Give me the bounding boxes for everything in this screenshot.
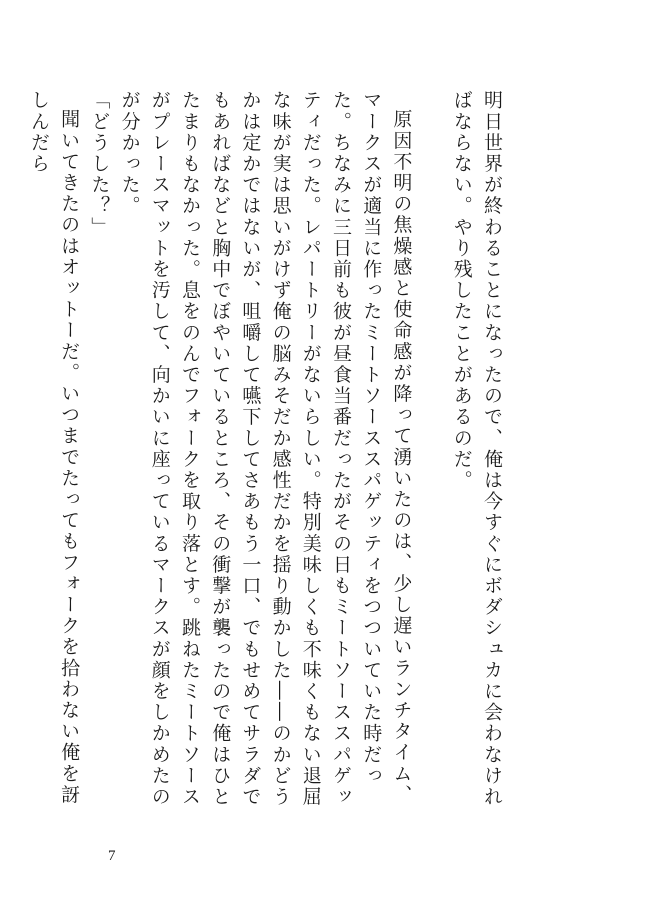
page-number: 7	[108, 848, 116, 864]
paragraph-1: 明日世界が終わることになったので、俺は今すぐにボダシュカに会わなければならない。やり残したことがあるのだ。	[450, 90, 503, 808]
paragraph-2: 原因不明の焦燥感と使命感が降って湧いたのは、少し遅いランチタイム、マークスが適当に作ったミートソーススパゲッティをつついていた時だった。ちなみに三日前も彼が昼食当番だったがその日もミートソーススパゲッティだった。レパートリーがないらしい。特別美味しくも不味くもない退屈な味が実は思いがけず俺の脳みそだか感性だかを揺り動かした――のかどうかは定かではないが、咀嚼して嚥下してさあもう一口、でもせめてサラダでもあればなどと胸中でぼやいているところ、その衝撃が襲ったので俺はひとたまりもなかった。息をのんでフォークを取り落とす。跳ねたミートソースがプレースマットを汚して、向かいに座っているマークスが顔をしかめたのが分かった。	[118, 90, 413, 808]
vertical-text-body	[24, 90, 507, 820]
blank-line	[416, 90, 446, 820]
paragraph-3-dialogue: 「どうした？」	[88, 90, 111, 238]
paragraph-4: 聞いてきたのはオットーだ。いつまでたってもフォークを拾わない俺を訝しんだら	[27, 90, 81, 806]
